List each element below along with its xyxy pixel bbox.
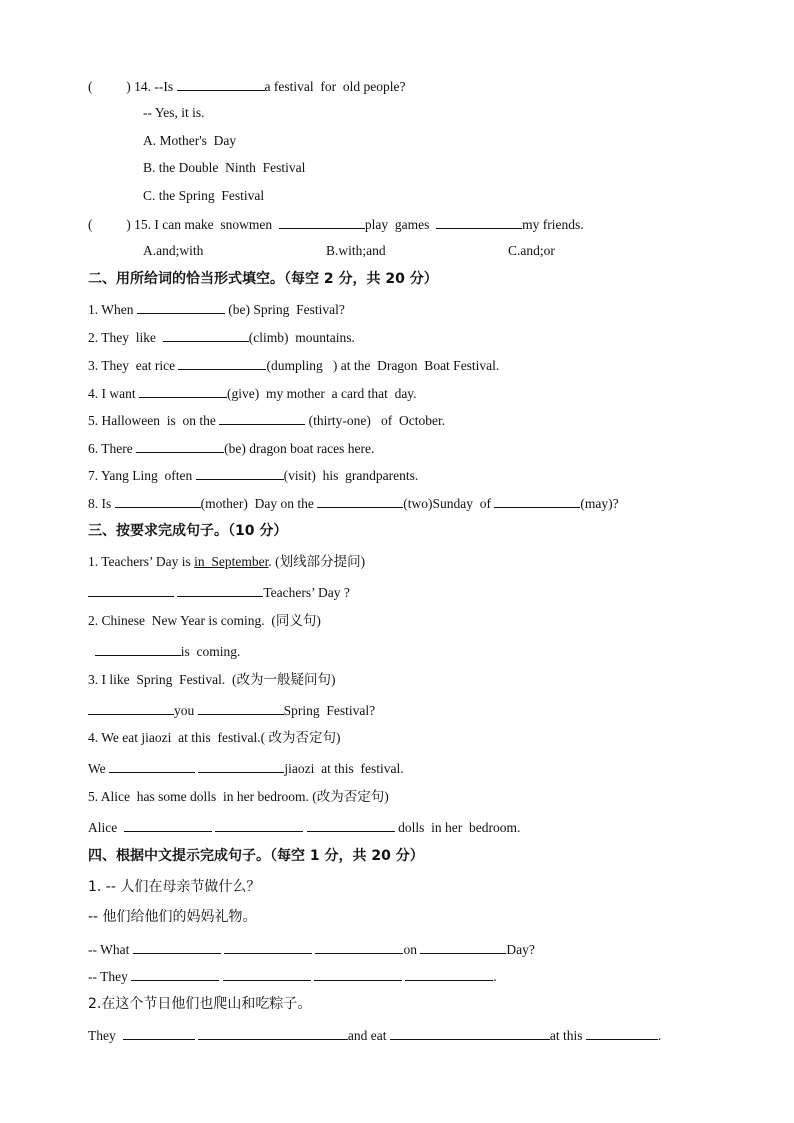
s3-a4: We jiaozi at this festival. — [88, 761, 404, 776]
s2-item-4: 4. I want (give) my mother a card that day. — [88, 386, 417, 401]
answer-blank[interactable] — [215, 818, 303, 832]
s4-english-1: -- What on Day? — [88, 942, 535, 957]
q15-option-a: A.and;with — [143, 243, 204, 258]
answer-blank[interactable] — [317, 494, 403, 508]
section-2-heading: 二、用所给词的恰当形式填空。（每空 2 分，共 20 分） — [88, 271, 438, 287]
s4-english-2: -- They . — [88, 969, 497, 984]
s3-q4: 4. We eat jiaozi at this festival.( 改为否定句) — [88, 730, 341, 745]
s2-item-6: 6. There (be) dragon boat races here. — [88, 441, 375, 456]
answer-blank[interactable] — [88, 701, 174, 715]
answer-blank[interactable] — [95, 642, 181, 656]
s3-a2: is coming. — [88, 642, 240, 661]
s4-chinese-1b: -- 他们给他们的妈妈礼物。 — [88, 909, 257, 925]
answer-blank[interactable] — [177, 583, 263, 597]
answer-blank[interactable] — [196, 466, 284, 480]
q14-option-c: C. the Spring Festival — [143, 188, 265, 203]
answer-blank[interactable] — [131, 967, 219, 981]
answer-blank[interactable] — [133, 940, 221, 954]
answer-blank[interactable] — [178, 356, 266, 370]
section-4-heading: 四、根据中文提示完成句子。（每空 1 分，共 20 分） — [88, 848, 424, 864]
answer-blank[interactable] — [307, 818, 395, 832]
s3-q3: 3. I like Spring Festival. (改为一般疑问句) — [88, 672, 336, 687]
answer-blank[interactable] — [163, 328, 249, 342]
answer-blank[interactable] — [279, 215, 365, 229]
answer-blank[interactable] — [88, 583, 174, 597]
s2-item-5: 5. Halloween is on the (thirty-one) of October. — [88, 413, 446, 428]
answer-blank[interactable] — [124, 818, 212, 832]
s3-q1: 1. Teachers’ Day is in September. (划线部分提问) — [88, 554, 366, 569]
s2-item-1: 1. When (be) Spring Festival? — [88, 302, 345, 317]
q14-option-a: A. Mother's Day — [143, 133, 237, 148]
q14-answer: -- Yes, it is. — [143, 105, 205, 120]
answer-blank[interactable] — [137, 300, 225, 314]
s4-chinese-2: 2.在这个节日他们也爬山和吃粽子。 — [88, 996, 312, 1012]
answer-blank[interactable] — [115, 494, 201, 508]
s4-english-3: They and eat at this . — [88, 1028, 662, 1043]
answer-blank[interactable] — [123, 1026, 195, 1040]
q14-question: ( ) 14. --Is a festival for old people? — [88, 79, 406, 94]
s2-item-7: 7. Yang Ling often (visit) his grandparents. — [88, 468, 419, 483]
answer-blank[interactable] — [198, 1026, 348, 1040]
s3-q2: 2. Chinese New Year is coming. (同义句) — [88, 613, 321, 628]
answer-blank[interactable] — [420, 940, 506, 954]
answer-blank[interactable] — [177, 77, 265, 91]
answer-blank[interactable] — [224, 940, 312, 954]
answer-blank[interactable] — [314, 967, 402, 981]
answer-blank[interactable] — [139, 384, 227, 398]
q15-question: ( ) 15. I can make snowmen play games my friends. — [88, 217, 584, 232]
q15-option-b: B.with;and — [326, 243, 386, 258]
s2-item-8: 8. Is (mother) Day on the (two)Sunday of (may)? — [88, 496, 619, 511]
q14-option-b: B. the Double Ninth Festival — [143, 160, 306, 175]
section-3-heading: 三、按要求完成句子。（10 分） — [88, 523, 288, 539]
q15-option-c: C.and;or — [508, 243, 555, 258]
answer-blank[interactable] — [405, 967, 493, 981]
s3-q5: 5. Alice has some dolls in her bedroom. (改为否定句) — [88, 789, 389, 804]
answer-blank[interactable] — [198, 701, 284, 715]
s2-item-3: 3. They eat rice (dumpling ) at the Dragon Boat Festival. — [88, 358, 500, 373]
answer-blank[interactable] — [315, 940, 403, 954]
answer-blank[interactable] — [198, 759, 284, 773]
answer-blank[interactable] — [390, 1026, 550, 1040]
answer-blank[interactable] — [136, 439, 224, 453]
s4-chinese-1: 1. -- 人们在母亲节做什么？ — [88, 879, 261, 895]
answer-blank[interactable] — [494, 494, 580, 508]
answer-blank[interactable] — [109, 759, 195, 773]
answer-blank[interactable] — [436, 215, 522, 229]
s3-a1: Teachers’ Day ? — [88, 583, 350, 602]
answer-blank[interactable] — [223, 967, 311, 981]
s3-a3: you Spring Festival? — [88, 701, 375, 720]
answer-blank[interactable] — [219, 411, 305, 425]
s2-item-2: 2. They like (climb) mountains. — [88, 330, 355, 345]
answer-blank[interactable] — [586, 1026, 658, 1040]
s3-a5: Alice dolls in her bedroom. — [88, 820, 521, 835]
